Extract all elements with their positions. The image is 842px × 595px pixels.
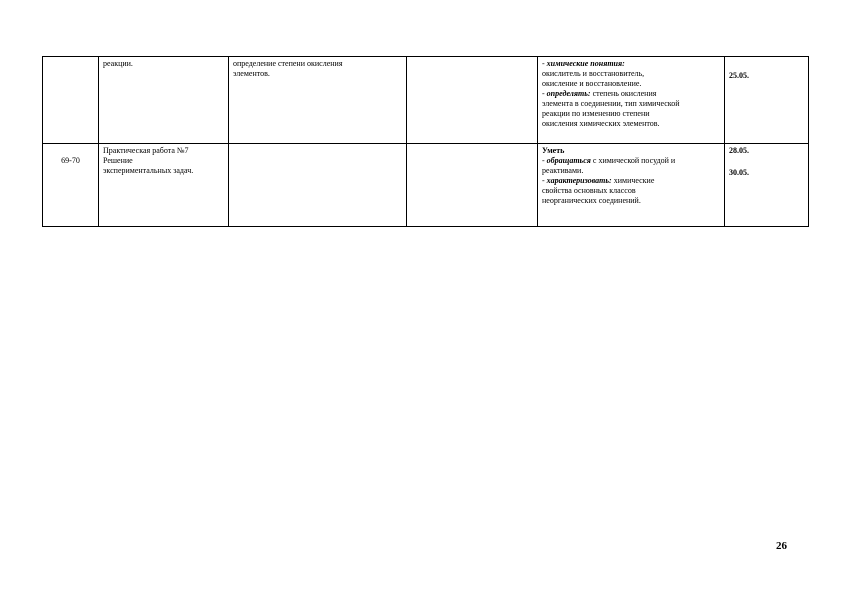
lesson-number-cell xyxy=(43,57,99,144)
lesson-date: 28.05. xyxy=(729,146,749,155)
requirement-term: химические понятия: xyxy=(546,59,625,68)
requirement-line xyxy=(542,176,720,186)
requirements-cell xyxy=(538,57,725,144)
lesson-topic-cell xyxy=(99,57,229,144)
lesson-topic-line: реакции. xyxy=(103,59,133,68)
dates-cell xyxy=(725,57,809,144)
requirements-cell xyxy=(538,144,725,227)
lesson-number: 69-70 xyxy=(61,156,80,165)
requirement-bullet: - xyxy=(542,59,547,68)
requirements-heading: Уметь xyxy=(542,146,565,155)
requirement-bullet: - xyxy=(542,176,547,185)
requirement-line xyxy=(542,89,720,99)
requirement-text: свойства основных классов xyxy=(542,186,636,195)
lesson-topic-line: Практическая работа №7 xyxy=(103,146,189,155)
table-row xyxy=(43,57,809,144)
lesson-topic-cell xyxy=(99,144,229,227)
requirement-line xyxy=(542,186,720,196)
lesson-content-line: элементов. xyxy=(233,69,270,78)
requirement-text: окисления химических элементов. xyxy=(542,119,660,128)
lesson-extra-cell xyxy=(407,144,538,227)
requirement-text: неорганических соединений. xyxy=(542,196,641,205)
requirement-text: реакции по изменению степени xyxy=(542,109,650,118)
requirement-bullet: - xyxy=(542,89,547,98)
lesson-extra-cell xyxy=(407,57,538,144)
requirement-text: реактивами. xyxy=(542,166,584,175)
table-row xyxy=(43,144,809,227)
requirement-text: степень окисления xyxy=(590,89,657,98)
requirement-text: элемента в соединении, тип химической xyxy=(542,99,680,108)
requirement-line xyxy=(542,166,720,176)
lesson-date: 25.05. xyxy=(729,71,749,80)
requirement-term: обращаться xyxy=(546,156,591,165)
lesson-date: 30.05. xyxy=(729,168,749,177)
lesson-topic-line: Решение xyxy=(103,156,133,165)
requirement-line xyxy=(542,196,720,206)
requirement-line xyxy=(542,99,720,109)
requirement-text: с химической посудой и xyxy=(590,156,676,165)
lesson-plan-table xyxy=(42,56,809,227)
requirement-bullet: - xyxy=(542,156,547,165)
lesson-content-line: определение степени окисления xyxy=(233,59,343,68)
requirement-line xyxy=(542,59,720,69)
requirement-term: характеризовать: xyxy=(546,176,612,185)
requirement-term: определять: xyxy=(546,89,591,98)
requirement-text: химические xyxy=(611,176,655,185)
dates-cell xyxy=(725,144,809,227)
requirement-line xyxy=(542,119,720,129)
requirement-text: окислитель и восстановитель, xyxy=(542,69,645,78)
requirement-line xyxy=(542,79,720,89)
requirement-line xyxy=(542,109,720,119)
lesson-content-cell xyxy=(229,144,407,227)
requirement-line xyxy=(542,69,720,79)
lesson-content-cell xyxy=(229,57,407,144)
page-number: 26 xyxy=(776,540,787,552)
lesson-topic-line: экспериментальных задач. xyxy=(103,166,194,175)
lesson-number-cell xyxy=(43,144,99,227)
requirement-text: окисление и восстановление. xyxy=(542,79,642,88)
requirement-line xyxy=(542,156,720,166)
